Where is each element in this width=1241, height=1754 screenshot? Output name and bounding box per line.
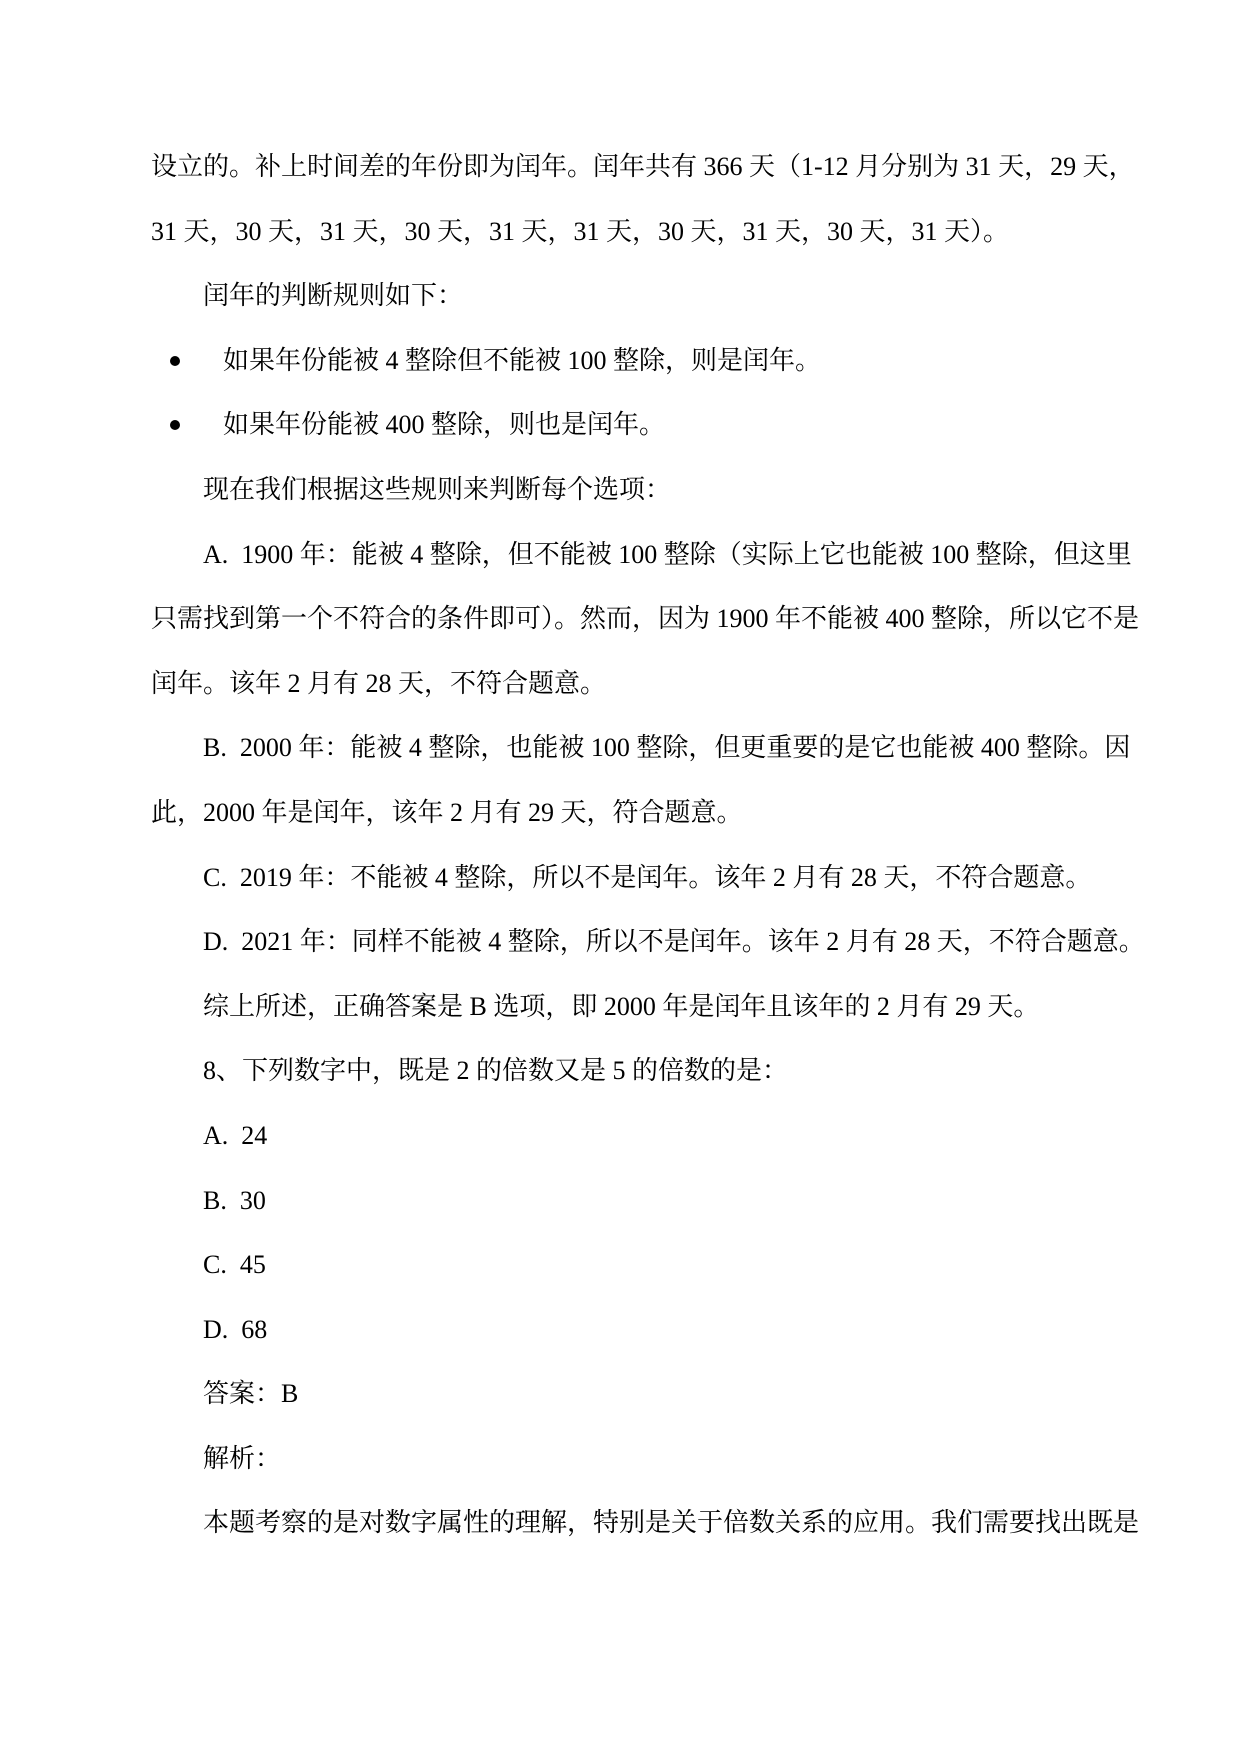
text-line: 解析： [203, 1443, 282, 1473]
text-line: 设立的。补上时间差的年份即为闰年。闰年共有 366 天（1-12 月分别为 31 天，29 天， [151, 152, 1135, 181]
text-line: 8、下列数字中，既是 2 的倍数又是 5 的倍数的是： [203, 1056, 789, 1086]
text-line: C. 45 [203, 1250, 266, 1280]
bullet-text: 如果年份能被 4 整除但不能被 100 整除，则是闰年。 [223, 345, 822, 375]
text-line: 31 天，30 天，31 天，30 天，31 天，31 天，30 天，31 天，30 天，31 天）。 [151, 216, 1010, 246]
bullet-icon [170, 356, 180, 366]
text-line: 综上所述，正确答案是 B 选项，即 2000 年是闰年且该年的 2 月有 29 天。 [203, 991, 1040, 1021]
text-line: 只需找到第一个不符合的条件即可）。然而，因为 1900 年不能被 400 整除，所以它不是 [151, 604, 1140, 634]
bullet-item [151, 393, 1104, 458]
text-line: B. 2000 年：能被 4 整除，也能被 100 整除，但更重要的是它也能被 400 整除。因 [203, 733, 1131, 763]
text-line: D. 68 [203, 1314, 268, 1344]
text-line: 闰年。该年 2 月有 28 天，不符合题意。 [151, 668, 607, 698]
text-line: 此，2000 年是闰年，该年 2 月有 29 天，符合题意。 [151, 797, 743, 827]
bullet-icon [170, 420, 180, 430]
bullet-text: 如果年份能被 400 整除，则也是闰年。 [223, 410, 666, 440]
text-line: 答案：B [203, 1379, 299, 1409]
text-line: A. 24 [203, 1120, 268, 1150]
text-line: A. 1900 年：能被 4 整除，但不能被 100 整除（实际上它也能被 100 整除，但这里 [203, 539, 1132, 569]
bullet-item [151, 329, 1104, 394]
text-line: 闰年的判断规则如下： [203, 281, 464, 311]
document-body [151, 135, 1145, 1556]
text-line: D. 2021 年：同样不能被 4 整除，所以不是闰年。该年 2 月有 28 天，不符合题意。 [203, 927, 1145, 957]
text-line: C. 2019 年：不能被 4 整除，所以不是闰年。该年 2 月有 28 天，不符合题意。 [203, 862, 1092, 892]
text-line: 现在我们根据这些规则来判断每个选项： [203, 474, 672, 504]
text-line: 本题考察的是对数字属性的理解，特别是关于倍数关系的应用。我们需要找出既是 [203, 1508, 1140, 1538]
text-line: B. 30 [203, 1185, 266, 1215]
